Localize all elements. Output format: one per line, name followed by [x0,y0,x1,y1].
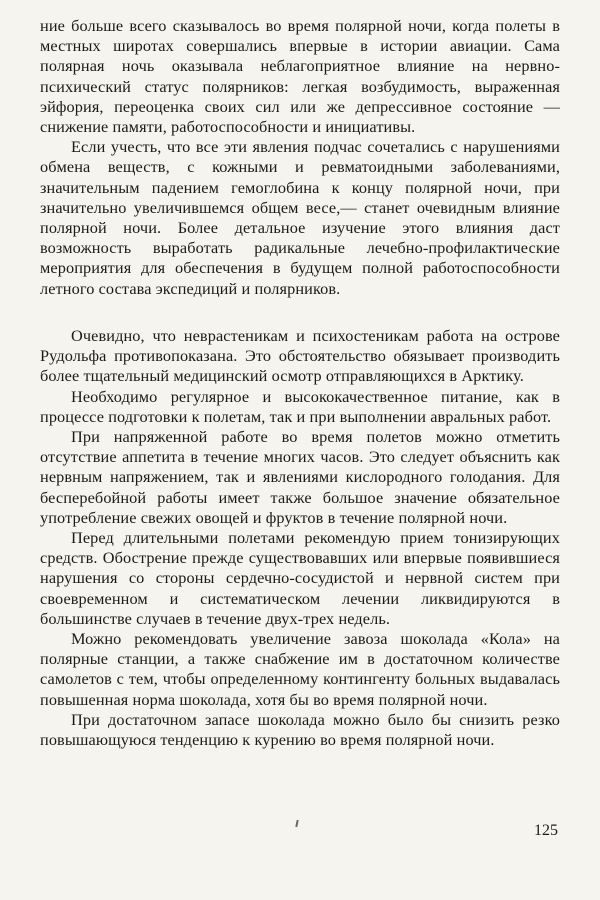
paragraph: Перед длительными полетами рекомендую прием тонизирующих средств. Обострение прежде существовавших или впервые появившиеся нарушения со стороны сердечно-сосудистой и нервной систем при своевременном и систематическом лечении ликвидируются в большинстве случаев в течение двух-трех недель. [40,528,560,628]
text-section-top [40,16,560,299]
paragraph: Очевидно, что неврастеникам и психостеникам работа на острове Рудольфа противопоказана. Это обстоятельство обязывает производить более тщательный медицинский осмотр отправляющихся в Арктику. [40,326,560,386]
paragraph: Если учесть, что все эти явления подчас сочетались с нарушениями обмена веществ, с кожными и ревматоидными заболеваниями, значительным падением гемоглобина к концу полярной ночи, при значительно увеличившемся общем весе,— станет очевидным влияние полярной ночи. Более детальное изучение этого влияния даст возможность выработать радикальные лечебно-профилактические мероприятия для обеспечения в будущем полной работоспособности летного состава экспедиций и полярников. [40,137,560,298]
paragraph-continued: ние больше всего сказывалось во время полярной ночи, когда полеты в местных широтах совершались впервые в истории авиации. Сама полярная ночь оказывала неблагоприятное влияние на нервно-психический статус полярников: легкая возбудимость, выраженная эйфория, переоценка своих сил или же депрессивное состояние — снижение памяти, работоспособности и инициативы. [40,16,560,137]
print-speck [295,820,298,827]
paragraph: При напряженной работе во время полетов можно отметить отсутствие аппетита в течение многих часов. Это следует объяснить как нервным напряжением, так и явлениями кислородного голодания. Для бесперебойной работы имеет также большое значение обязательное употребление свежих овощей и фруктов в течение полярной ночи. [40,427,560,527]
paragraph: Необходимо регулярное и высококачественное питание, как в процессе подготовки к полетам, так и при выполнении авральных работ. [40,386,560,426]
text-section-bottom [40,326,560,750]
page-number: 125 [534,822,558,839]
paragraph: Можно рекомендовать увеличение завоза шоколада «Кола» на полярные станции, а также снабжение им в достаточном количестве самолетов с тем, чтобы определенному контингенту больных выдавалась повышенная норма шоколада, хотя бы во время полярной ночи. [40,629,560,709]
paragraph: При достаточном запасе шоколада можно было бы снизить резко повышающуюся тенденцию к курению во время полярной ночи. [40,709,560,750]
